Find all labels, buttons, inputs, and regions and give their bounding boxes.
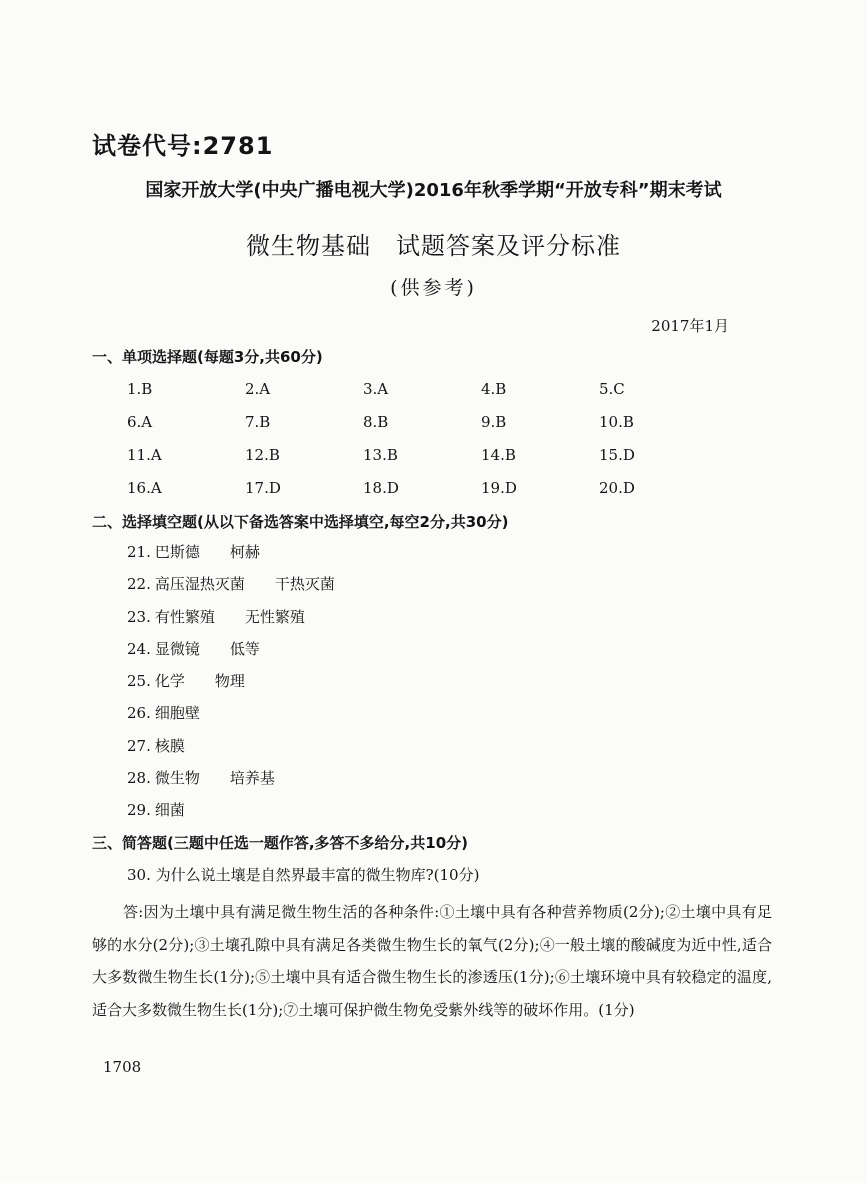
mc-answer: 13.B — [363, 446, 398, 464]
mc-answer: 16.A — [127, 479, 162, 497]
fill-answer-item — [127, 606, 335, 638]
fill-answer-item — [127, 573, 335, 605]
answer-b: 干热灭菌 — [274, 575, 335, 594]
mc-answer: 1.B — [127, 380, 153, 398]
section-3-heading: 三、简答题(三题中任选一题作答,多答不多给分,共10分) — [92, 834, 468, 852]
item-number: 23. — [127, 607, 151, 626]
mc-answer: 5.C — [599, 380, 625, 398]
mc-answer: 12.B — [245, 446, 280, 464]
answer-a: 细胞壁 — [154, 704, 200, 723]
mc-answer: 18.D — [363, 479, 399, 497]
mc-answer: 14.B — [481, 446, 516, 464]
item-number: 27. — [127, 736, 151, 755]
mc-answer: 15.D — [599, 446, 635, 464]
answer-a: 巴斯德 — [154, 543, 200, 561]
exam-date: 2017年1月 — [651, 317, 729, 335]
exam-title: 国家开放大学(中央广播电视大学)2016年秋季学期“开放专科”期末考试 — [145, 180, 722, 201]
answer-a: 高压湿热灭菌 — [154, 575, 245, 594]
mc-answer: 4.B — [481, 380, 507, 398]
answer-a: 化学 — [154, 672, 185, 691]
item-number: 29. — [127, 801, 151, 820]
mc-answer: 20.D — [599, 479, 635, 497]
fill-answer-item — [127, 541, 335, 573]
item-number: 24. — [127, 639, 151, 658]
mc-answer: 19.D — [481, 479, 517, 497]
paper-code: 试卷代号:2781 — [92, 132, 274, 160]
section-2-heading: 二、选择填空题(从以下备选答案中选择填空,每空2分,共30分) — [92, 513, 509, 531]
short-answer-text: 答:因为土壤中具有满足微生物生活的各种条件:①土壤中具有各种营养物质(2分);②土壤中具有足够的水分(2分);③土壤孔隙中具有满足各类微生物生长的氧气(2分);④一般土壤的酸碱度为近中性,适合大多数微生物生长(1分);⑤土壤中具有适合微生物生长的渗透压(1分);⑥土壤环境中具有较稳定的温度,适合大多数微生物生长(1分);⑦土壤可保护微生物免受紫外线等的破坏作用。(1分) — [92, 903, 772, 1019]
answer-b: 培养基 — [229, 769, 275, 788]
fill-answer-item — [127, 670, 335, 702]
mc-answer: 8.B — [363, 413, 389, 431]
multiple-choice-answers — [127, 378, 717, 499]
answer-b: 柯赫 — [229, 543, 260, 561]
section-1-heading: 一、单项选择题(每题3分,共60分) — [92, 348, 323, 366]
mc-answer: 6.A — [127, 413, 153, 431]
answer-a: 细菌 — [154, 801, 185, 820]
fill-in-answers — [127, 541, 335, 832]
mc-answer: 7.B — [245, 413, 271, 431]
item-number: 21. — [127, 543, 151, 561]
mc-answer: 2.A — [245, 380, 271, 398]
answer-b: 低等 — [229, 639, 260, 658]
answer-a: 微生物 — [154, 769, 200, 788]
reference-note: (供参考) — [390, 277, 477, 299]
fill-answer-item — [127, 799, 335, 831]
mc-answer: 3.A — [363, 380, 389, 398]
mc-answer: 11.A — [127, 446, 162, 464]
fill-answer-item — [127, 638, 335, 670]
item-number: 26. — [127, 704, 151, 723]
mc-answer: 10.B — [599, 413, 634, 431]
item-number: 22. — [127, 575, 151, 594]
answer-a: 有性繁殖 — [154, 607, 215, 626]
item-number: 25. — [127, 672, 151, 691]
answer-a: 显微镜 — [154, 639, 200, 658]
mc-answer: 9.B — [481, 413, 507, 431]
item-number: 28. — [127, 769, 151, 788]
short-answer-question: 30. 为什么说土壤是自然界最丰富的微生物库?(10分) — [127, 866, 480, 884]
mc-answer: 17.D — [245, 479, 281, 497]
answer-b: 无性繁殖 — [244, 607, 305, 626]
subject-title: 微生物基础 试题答案及评分标准 — [246, 232, 621, 260]
page-number: 1708 — [103, 1058, 142, 1076]
fill-answer-item — [127, 702, 335, 734]
fill-answer-item — [127, 767, 335, 799]
answer-b: 物理 — [214, 672, 245, 691]
answer-a: 核膜 — [154, 736, 185, 755]
fill-answer-item — [127, 735, 335, 767]
